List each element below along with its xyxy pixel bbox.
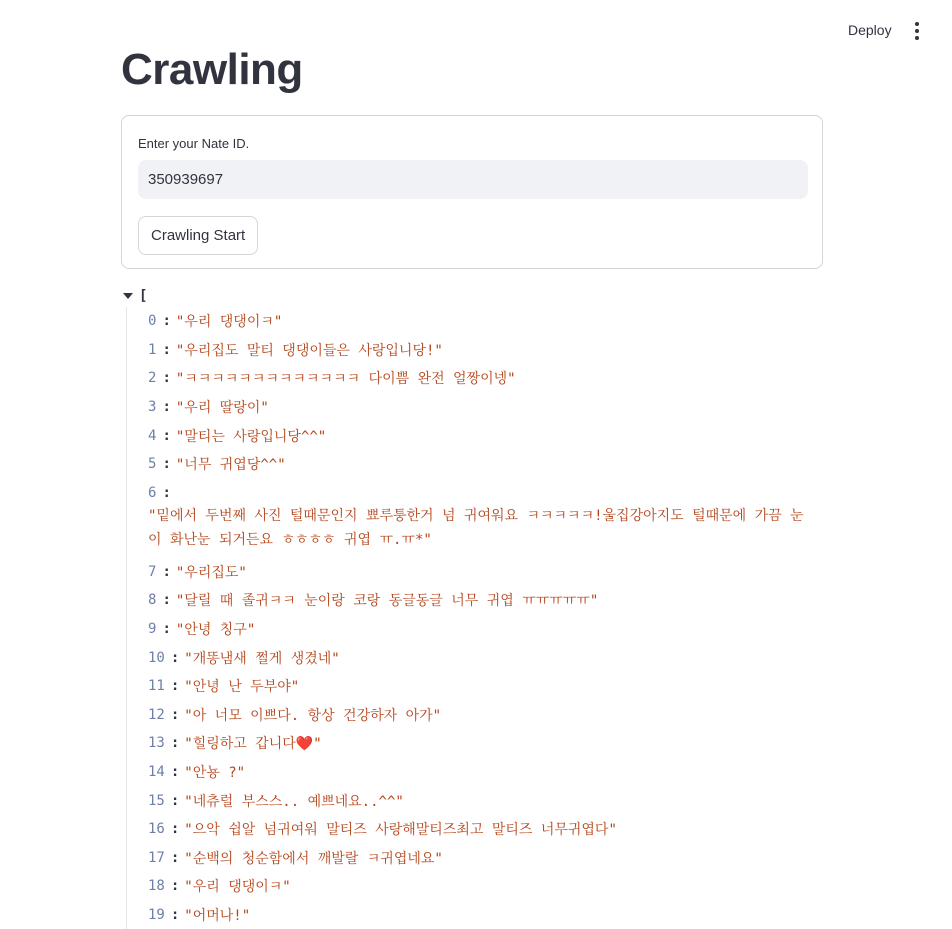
deploy-button[interactable]: Deploy xyxy=(840,20,900,40)
json-item-value: "안녕 칭구" xyxy=(175,622,256,639)
json-item-head xyxy=(148,484,176,502)
json-item-row xyxy=(148,758,821,787)
json-item-value: "안녕 난 두부야" xyxy=(184,679,300,696)
json-item-value: "너무 귀엽당^^" xyxy=(175,457,286,474)
json-colon: : xyxy=(162,313,171,330)
json-colon: : xyxy=(162,484,171,501)
json-item-row xyxy=(148,336,821,365)
json-item-value: "우리 댕댕이ㅋ" xyxy=(184,879,291,896)
json-item-row xyxy=(148,844,821,873)
json-colon: : xyxy=(170,878,180,895)
json-item-value: "우리 댕댕이ㅋ" xyxy=(175,314,283,331)
json-array xyxy=(126,307,821,929)
json-item-row xyxy=(148,307,821,336)
json-item-value: "네츄럴 부스스.. 예쁘네요..^^" xyxy=(184,793,404,810)
json-item-row xyxy=(148,586,821,615)
menu-dot xyxy=(915,22,919,26)
json-colon: : xyxy=(162,427,171,444)
json-item-row xyxy=(148,901,821,929)
json-item-row xyxy=(148,786,821,815)
nate-id-input[interactable] xyxy=(138,160,808,199)
json-item-index: 17 xyxy=(148,849,165,866)
json-item-index: 12 xyxy=(148,706,165,723)
json-colon: : xyxy=(170,821,180,838)
json-item-index: 11 xyxy=(148,678,165,695)
json-item-row xyxy=(148,364,821,393)
json-item-index: 6 xyxy=(148,484,157,501)
json-colon: : xyxy=(170,649,180,666)
json-item-row xyxy=(148,393,821,422)
open-bracket: [ xyxy=(139,288,148,304)
json-item-row xyxy=(148,815,821,844)
menu-dot xyxy=(915,29,919,33)
json-item-index: 4 xyxy=(148,427,157,444)
menu-dot xyxy=(915,36,919,40)
json-colon: : xyxy=(170,906,180,923)
json-item-value: "ㅋㅋㅋㅋㅋㅋㅋㅋㅋㅋㅋㅋㅋ 다이쁨 완전 얼짱이넹" xyxy=(175,371,516,388)
json-item-value: "말티는 사랑입니당^^" xyxy=(175,428,327,445)
json-viewer xyxy=(121,285,821,929)
json-colon: : xyxy=(162,399,171,416)
json-item-value: "안뇽 ?" xyxy=(184,765,246,782)
collapse-caret-icon[interactable] xyxy=(123,293,133,299)
json-item-value: "밑에서 두번째 사진 털때문인지 뾰루퉁한거 넘 귀여워요 ㅋㅋㅋㅋㅋ!울집강아지도 털때문에 가끔 눈이 화난눈 되거든요 ㅎㅎㅎㅎ 귀엽 ㅠ.ㅠ*" xyxy=(148,507,804,548)
json-item-index: 2 xyxy=(148,370,157,387)
crawling-start-button[interactable]: Crawling Start xyxy=(138,216,258,255)
page-title: Crawling xyxy=(121,45,303,94)
json-item-index: 18 xyxy=(148,878,165,895)
json-item-value: "순백의 청순함에서 깨발랄 ㅋ귀엽네요" xyxy=(184,850,443,867)
json-item-index: 8 xyxy=(148,592,157,609)
json-item-value: "아 너모 이쁘다. 항상 건강하자 아가" xyxy=(184,707,442,724)
json-item-row xyxy=(148,558,821,587)
json-colon: : xyxy=(162,341,171,358)
json-item-index: 16 xyxy=(148,821,165,838)
json-colon: : xyxy=(170,678,180,695)
json-item-value: "우리집도" xyxy=(175,564,247,581)
json-item-row xyxy=(148,701,821,730)
json-item-index: 7 xyxy=(148,563,157,580)
json-colon: : xyxy=(170,792,180,809)
json-colon: : xyxy=(162,456,171,473)
json-item-value: "달릴 때 졸귀ㅋㅋ 눈이랑 코랑 동글동글 너무 귀엽 ㅠㅠㅠㅠㅠ" xyxy=(175,593,599,610)
json-item-index: 15 xyxy=(148,792,165,809)
json-item-row xyxy=(148,672,821,701)
json-item-value: "으악 쉽알 넘귀여워 말티즈 사랑해말티즈최고 말티즈 너무귀엽다" xyxy=(184,822,617,839)
json-item-index: 3 xyxy=(148,399,157,416)
json-item-value: "우리 딸랑이" xyxy=(175,400,269,417)
json-item-index: 0 xyxy=(148,313,157,330)
json-colon: : xyxy=(162,563,171,580)
json-root xyxy=(121,285,821,307)
json-colon: : xyxy=(162,370,171,387)
json-item-row xyxy=(148,479,821,558)
json-item-row xyxy=(148,643,821,672)
json-item-value: "개똥냄새 쩔게 생겼네" xyxy=(184,650,340,667)
json-item-index: 13 xyxy=(148,735,165,752)
json-colon: : xyxy=(170,849,180,866)
json-item-index: 9 xyxy=(148,621,157,638)
json-item-index: 5 xyxy=(148,456,157,473)
more-vertical-icon[interactable] xyxy=(905,20,929,42)
json-item-row xyxy=(148,615,821,644)
json-item-row xyxy=(148,450,821,479)
json-item-value: "힐링하고 갑니다❤️" xyxy=(184,736,322,753)
json-item-row xyxy=(148,729,821,758)
json-colon: : xyxy=(162,621,171,638)
json-item-index: 14 xyxy=(148,764,165,781)
id-form xyxy=(121,115,823,269)
nate-id-label: Enter your Nate ID. xyxy=(138,136,250,151)
json-item-row xyxy=(148,421,821,450)
json-colon: : xyxy=(170,735,180,752)
json-item-index: 1 xyxy=(148,341,157,358)
json-item-row xyxy=(148,872,821,901)
json-colon: : xyxy=(170,706,180,723)
json-item-index: 10 xyxy=(148,649,165,666)
json-colon: : xyxy=(170,764,180,781)
json-item-value: "어머나!" xyxy=(184,907,251,924)
json-item-index: 19 xyxy=(148,906,165,923)
json-item-value: "우리집도 말티 댕댕이들은 사랑입니당!" xyxy=(175,342,443,359)
json-colon: : xyxy=(162,592,171,609)
